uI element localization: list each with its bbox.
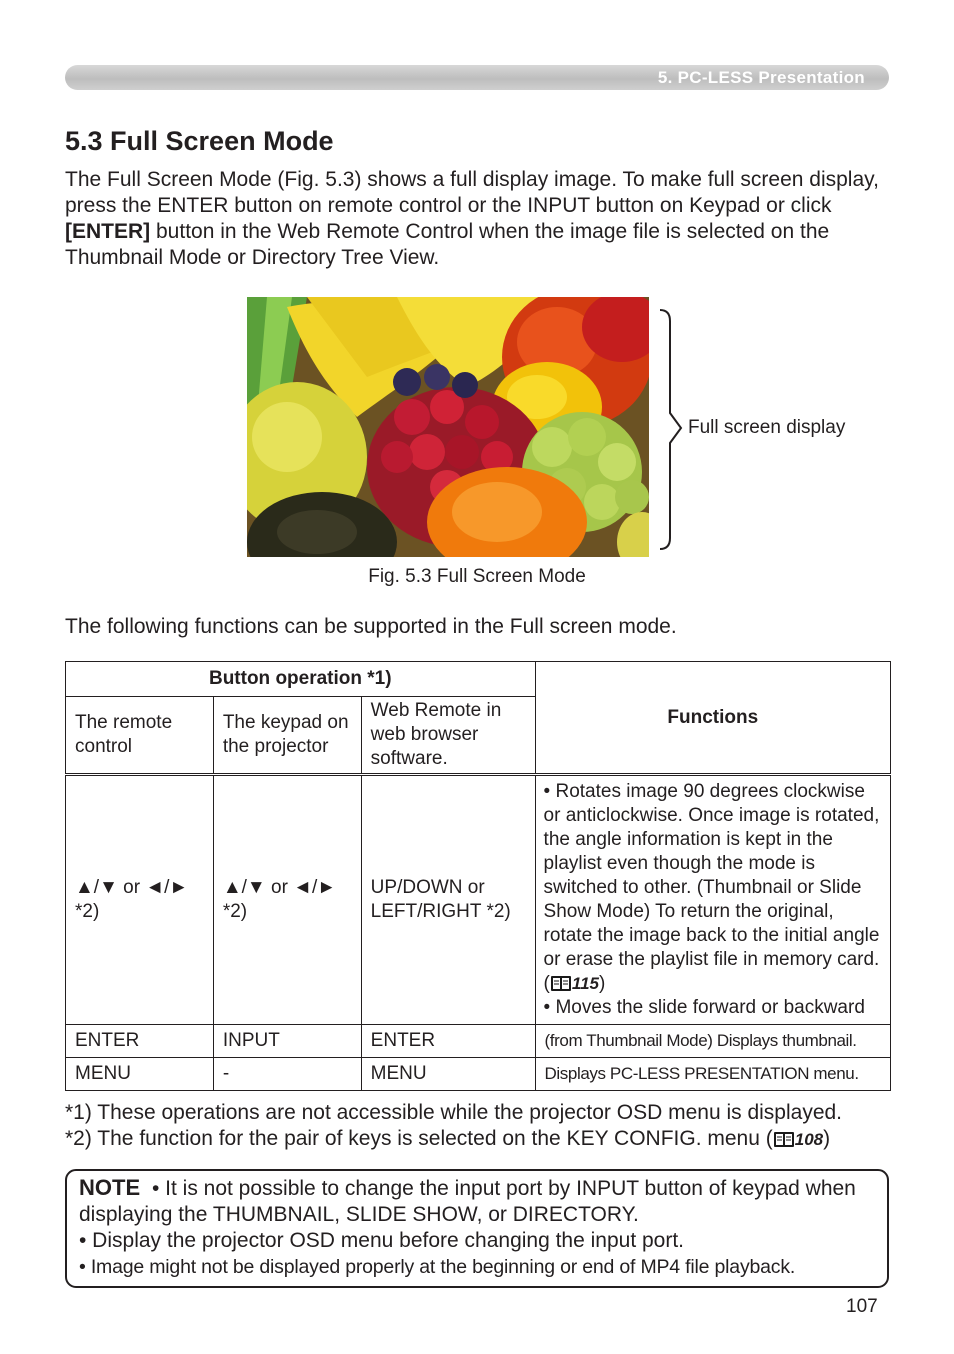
book-icon xyxy=(773,1130,795,1148)
keypad-header: The keypad on the projector xyxy=(213,697,361,775)
note-box xyxy=(65,1169,889,1288)
web-cell: UP/DOWN or LEFT/RIGHT *2) xyxy=(361,775,535,1025)
remote-control-header: The remote control xyxy=(66,697,214,775)
keypad-cell: ▲/▼ or ◄/► *2) xyxy=(213,775,361,1025)
figure-caption: Fig. 5.3 Full Screen Mode xyxy=(368,566,586,587)
function-text-close: ) xyxy=(598,973,606,994)
footnote-1: *1) These operations are not accessible while the projector OSD menu is displayed. xyxy=(65,1101,843,1124)
fruit-vegetable-image xyxy=(247,297,649,557)
keypad-cell: INPUT xyxy=(213,1025,361,1058)
table-row xyxy=(66,1058,891,1091)
intro-text-2: button in the Web Remote Control when the image file is selected on the Thumbnail Mode or Directory Tree View. xyxy=(65,220,830,269)
footnotes xyxy=(65,1100,842,1153)
footnote-2 xyxy=(65,1126,842,1153)
book-icon xyxy=(550,974,572,992)
full-screen-callout: Full screen display xyxy=(688,417,846,438)
section-header-bar xyxy=(65,65,889,90)
footnote-2-close: ) xyxy=(823,1127,831,1150)
functions-table xyxy=(65,661,891,1091)
function-cell: (from Thumbnail Mode) Displays thumbnail. xyxy=(535,1025,890,1058)
footnote-2-text: *2) The function for the pair of keys is selected on the KEY CONFIG. menu ( xyxy=(65,1127,773,1150)
function-text: • Rotates image 90 degrees clockwise or anticlockwise. Once image is rotated, the angle information is kept in the playlist even though the mode is switched to other. (Thumbnail or Slide Show Mode) To return the original, rotate the image back to the initial angle or erase the playlist file in memory card. ( xyxy=(543,781,880,994)
page-number: 107 xyxy=(846,1296,878,1317)
intro-enter-label: [ENTER] xyxy=(65,220,151,243)
function-cell: Displays PC-LESS PRESENTATION menu. xyxy=(535,1058,890,1091)
keypad-cell: - xyxy=(213,1058,361,1091)
table-row xyxy=(66,1025,891,1058)
remote-cell: MENU xyxy=(66,1058,214,1091)
web-cell: MENU xyxy=(361,1058,535,1091)
note-label: NOTE xyxy=(79,1175,141,1200)
page-reference: 108 xyxy=(794,1130,824,1149)
note-line-3: • Image might not be displayed properly at the beginning or end of MP4 file playback. xyxy=(79,1256,796,1278)
page-title: 5.3 Full Screen Mode xyxy=(65,126,334,156)
remote-cell: ENTER xyxy=(66,1025,214,1058)
function-text-2: • Moves the slide forward or backward xyxy=(543,997,865,1018)
note-line-2: • Display the projector OSD menu before changing the input port. xyxy=(79,1229,685,1252)
table-row xyxy=(66,775,891,1025)
section-header-text: 5. PC-LESS Presentation xyxy=(657,68,865,87)
functions-header: Functions xyxy=(535,662,890,775)
web-cell: ENTER xyxy=(361,1025,535,1058)
functions-lead-text: The following functions can be supported in the Full screen mode. xyxy=(65,615,677,638)
function-cell xyxy=(535,775,890,1025)
note-line-1: • It is not possible to change the input port by INPUT button of keypad when displaying the THUMBNAIL, SLIDE SHOW, or DIRECTORY. xyxy=(79,1177,856,1226)
note-text xyxy=(79,1175,879,1280)
page-reference: 115 xyxy=(571,974,599,993)
bracket-icon xyxy=(648,307,688,552)
remote-cell: ▲/▼ or ◄/► *2) xyxy=(66,775,214,1025)
intro-text-1: The Full Screen Mode (Fig. 5.3) shows a full display image. To make full screen display, press the ENTER button on remote control or the INPUT button on Keypad or click xyxy=(65,168,879,217)
full-screen-photo xyxy=(247,297,649,557)
intro-paragraph xyxy=(65,167,885,271)
button-operation-header: Button operation *1) xyxy=(66,662,536,697)
web-remote-header: Web Remote in web browser software. xyxy=(361,697,535,775)
table-header-row xyxy=(66,662,891,697)
